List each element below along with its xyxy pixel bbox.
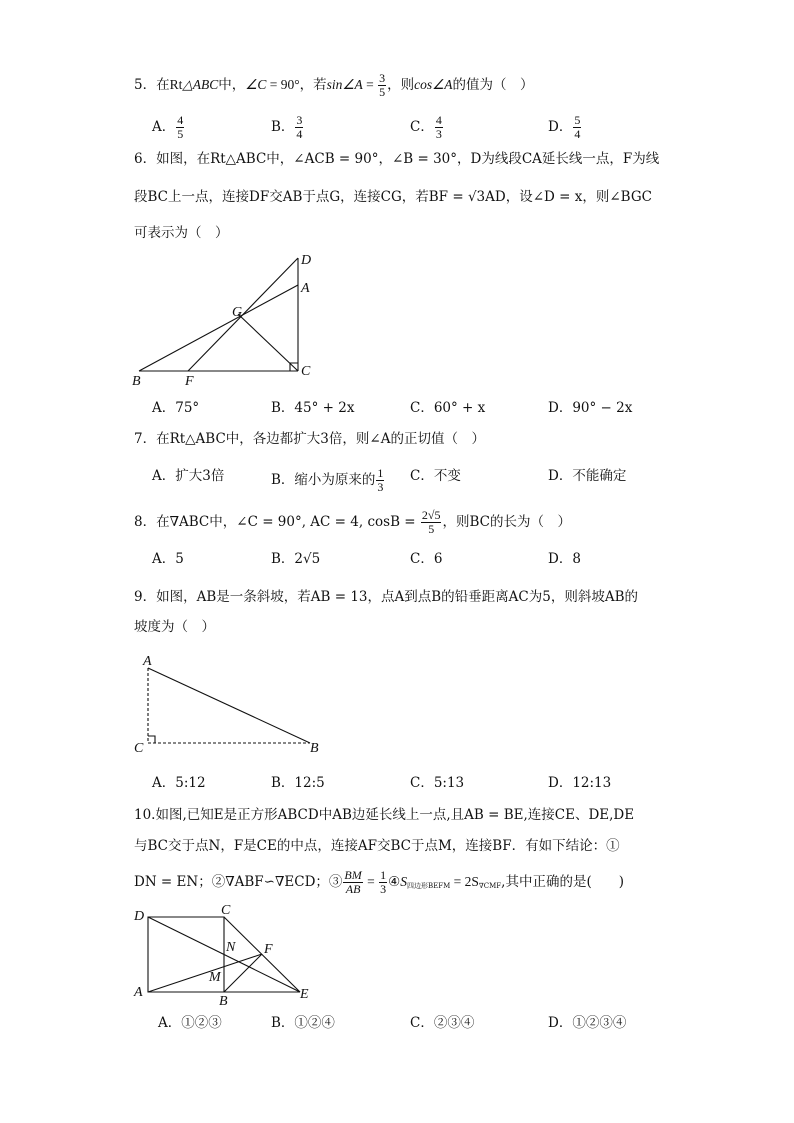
q10-label-e: E xyxy=(300,987,309,1002)
q10-option-d[interactable]: D．①②③④ xyxy=(548,1015,627,1031)
q6-line-gc xyxy=(238,314,298,371)
q8-option-b[interactable]: B．2√5 xyxy=(271,551,321,567)
q9-right-angle xyxy=(148,736,155,743)
q6-label-b: B xyxy=(132,374,141,389)
q6-label-a: A xyxy=(301,281,310,296)
q10-option-c[interactable]: C．②③④ xyxy=(410,1015,475,1031)
q10-line-af xyxy=(148,954,262,992)
q6-line-fd xyxy=(188,258,298,371)
q9-figure xyxy=(130,652,330,757)
q10-label-a: A xyxy=(134,985,143,1000)
q6-label-d: D xyxy=(301,253,312,268)
q6-label-f: F xyxy=(185,374,194,389)
q10-label-b: B xyxy=(219,994,228,1009)
q7-option-a[interactable]: A．扩大3倍 xyxy=(152,468,225,484)
q10-line-2: 与BC交于点N，F是CE的中点，连接AF交BC于点M，连接BF．有如下结论：① xyxy=(134,838,620,854)
q10-line-1: 10.如图,已知E是正方形ABCD中AB边延长线上一点,且AB = BE,连接CE、DE,DE xyxy=(134,807,635,823)
q6-figure xyxy=(130,252,330,392)
q9-option-d[interactable]: D．12:13 xyxy=(548,775,612,791)
q9-option-b[interactable]: B．12:5 xyxy=(271,775,325,791)
q6-line-2: 段BC上一点，连接DF交AB于点G，连接CG，若BF = √3AD，设∠D = x，则∠BGC xyxy=(134,189,652,205)
q9-line-ab xyxy=(148,668,310,743)
q10-label-c: C xyxy=(221,903,231,918)
q8-option-a[interactable]: A．5 xyxy=(152,551,184,567)
q9-label-b: B xyxy=(310,741,319,756)
q10-line-3: DN = EN；②∇ABF∽∇ECD；③ $\frac{BM}{AB}$ = $\frac{1}{3}$ $④S_{四边形BEFM} = 2S_{\nabla CMF}$,其中正确的是( ) xyxy=(134,868,624,896)
q6-option-b[interactable]: B．45° + 2x xyxy=(271,400,355,416)
q9-option-c[interactable]: C．5:13 xyxy=(410,775,465,791)
q6-option-c[interactable]: C．60° + x xyxy=(410,400,486,416)
q9-label-c: C xyxy=(134,741,144,756)
q6-option-a[interactable]: A．75° xyxy=(152,400,200,416)
q10-fraction-one-third: $\frac{1}{3}$ xyxy=(380,868,387,896)
q10-option-b[interactable]: B．①②④ xyxy=(271,1015,335,1031)
q8-fraction: $\frac{2√5}{5}$ xyxy=(421,508,441,536)
q9-line-2: 坡度为（ ） xyxy=(134,619,215,635)
q9-line-1: 9．如图，AB是一条斜坡，若AB = 13，点A到点B的铅垂距离AC为5，则斜坡AB的 xyxy=(134,589,639,605)
q6-label-c: C xyxy=(301,364,311,379)
q5-stem: 5．在Rt△ABC中，∠C = 90°，若sin∠A = $\frac{3}{5}$ ，则cos∠A的值为（ ） xyxy=(134,71,534,99)
q8-stem: 8．在∇ABC中，∠C = 90°, AC = 4, cosB = $\frac{2√5}{5}$ ，则BC的长为（ ） xyxy=(134,508,571,536)
q6-line-1: 6．如图，在Rt△ABC中，∠ACB = 90°，∠B = 30°，D为线段CA延长线一点，F为线 xyxy=(134,151,660,167)
q10-label-f: F xyxy=(264,942,273,957)
q7-stem: 7．在Rt△ABC中，各边都扩大3倍，则∠A的正切值（ ） xyxy=(134,431,485,447)
q10-figure xyxy=(130,903,330,1013)
q10-label-d: D xyxy=(134,909,145,924)
q7-option-d[interactable]: D．不能确定 xyxy=(548,468,627,484)
q5-option-d[interactable]: D． $\frac{5}{4}$ xyxy=(548,113,581,141)
q8-option-d[interactable]: D．8 xyxy=(548,551,581,567)
q6-line-3: 可表示为（ ） xyxy=(134,225,229,241)
q6-option-d[interactable]: D．90° − 2x xyxy=(548,400,633,416)
q9-label-a: A xyxy=(143,654,152,669)
q7-option-c[interactable]: C．不变 xyxy=(410,468,461,484)
q5-option-b[interactable]: B． $\frac{3}{4}$ xyxy=(271,113,303,141)
q5-fraction: $\frac{3}{5}$ xyxy=(379,71,386,99)
q7-option-b[interactable]: B．缩小为原来的 $\frac{1}{3}$ xyxy=(271,466,384,494)
q6-label-g: G xyxy=(232,305,243,320)
q10-line-bf xyxy=(224,954,262,992)
q10-fraction-bm-ab: $\frac{BM}{AB}$ xyxy=(344,868,362,896)
q5-option-a[interactable]: A． $\frac{4}{5}$ xyxy=(152,113,184,141)
q5-option-c[interactable]: C． $\frac{4}{3}$ xyxy=(410,113,442,141)
q10-label-n: N xyxy=(226,940,236,955)
q10-label-m: M xyxy=(209,970,221,985)
q9-option-a[interactable]: A．5:12 xyxy=(152,775,206,791)
q8-option-c[interactable]: C．6 xyxy=(410,551,443,567)
q6-line-ba xyxy=(139,285,298,371)
q10-option-a[interactable]: A．①②③ xyxy=(158,1015,222,1031)
